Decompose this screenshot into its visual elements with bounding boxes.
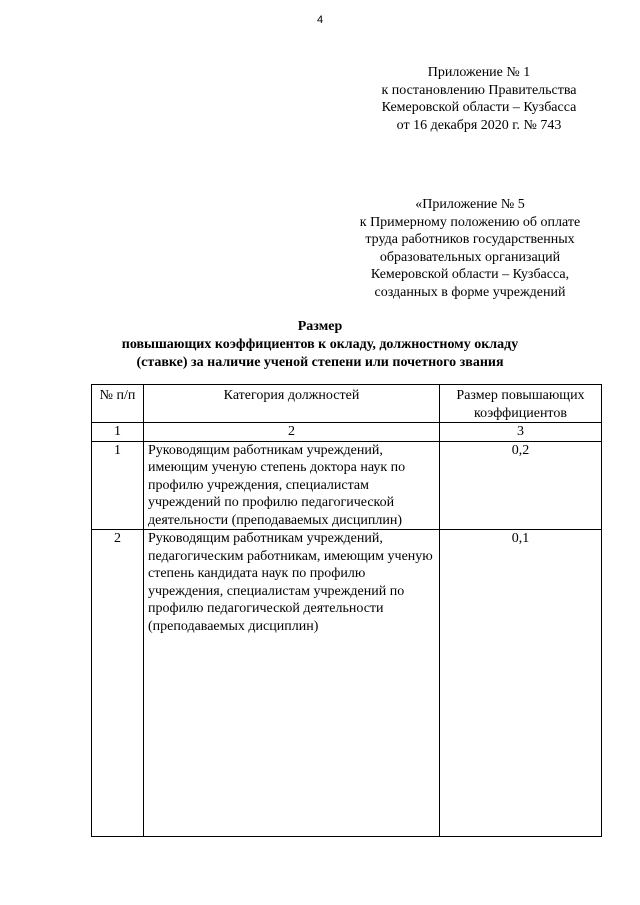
header-number: № п/п [92, 385, 144, 423]
table-header-row [92, 385, 602, 423]
row-number: 2 [92, 530, 144, 837]
column-number-row [92, 423, 602, 442]
row-category: Руководящим работникам учреждений, имеющим ученую степень доктора наук по профилю учреждения, специалистам учреждений по профилю педагогической деятельности (преподаваемых дисциплин) [144, 441, 440, 530]
document-title [80, 318, 560, 372]
appendix-5-line: труда работников государственных [365, 232, 575, 247]
page-number: 4 [316, 14, 324, 26]
appendix-1-line: Приложение № 1 [427, 65, 531, 80]
appendix-1-line: от 16 декабря 2020 г. № 743 [396, 117, 562, 133]
appendix-5-header [330, 196, 610, 301]
row-coefficient: 0,1 [440, 530, 602, 837]
table-row [92, 530, 602, 837]
column-number: 1 [92, 423, 144, 442]
coefficients-table [91, 384, 602, 837]
appendix-5-line: созданных в форме учреждений [374, 284, 566, 300]
appendix-5-line: «Приложение № 5 [415, 197, 525, 212]
appendix-1-header [350, 64, 608, 134]
table-row [92, 441, 602, 530]
title-line: повышающих коэффициентов к окладу, должностному окладу [121, 337, 519, 352]
header-category: Категория должностей [144, 385, 440, 423]
column-number: 3 [440, 423, 602, 442]
appendix-5-line: к Примерному положению об оплате [359, 214, 581, 230]
row-category: Руководящим работникам учреждений, педагогическим работникам, имеющим ученую степень кандидата наук по профилю учреждения, специалистам учреждений по профилю педагогической деятельности (преподаваемых дисциплин) [144, 530, 440, 837]
column-number: 2 [144, 423, 440, 442]
header-coefficient: Размер повышающих коэффициентов [440, 385, 602, 423]
title-line: (ставке) за наличие ученой степени или почетного звания [136, 355, 504, 370]
appendix-5-line: образовательных организаций [379, 249, 561, 265]
appendix-1-line: к постановлению Правительства [381, 82, 577, 98]
appendix-1-line: Кемеровской области – Кузбасса [381, 100, 577, 115]
row-number: 1 [92, 441, 144, 530]
title-line: Размер [297, 319, 343, 334]
appendix-5-line: Кемеровской области – Кузбасса, [370, 267, 570, 282]
row-coefficient: 0,2 [440, 441, 602, 530]
